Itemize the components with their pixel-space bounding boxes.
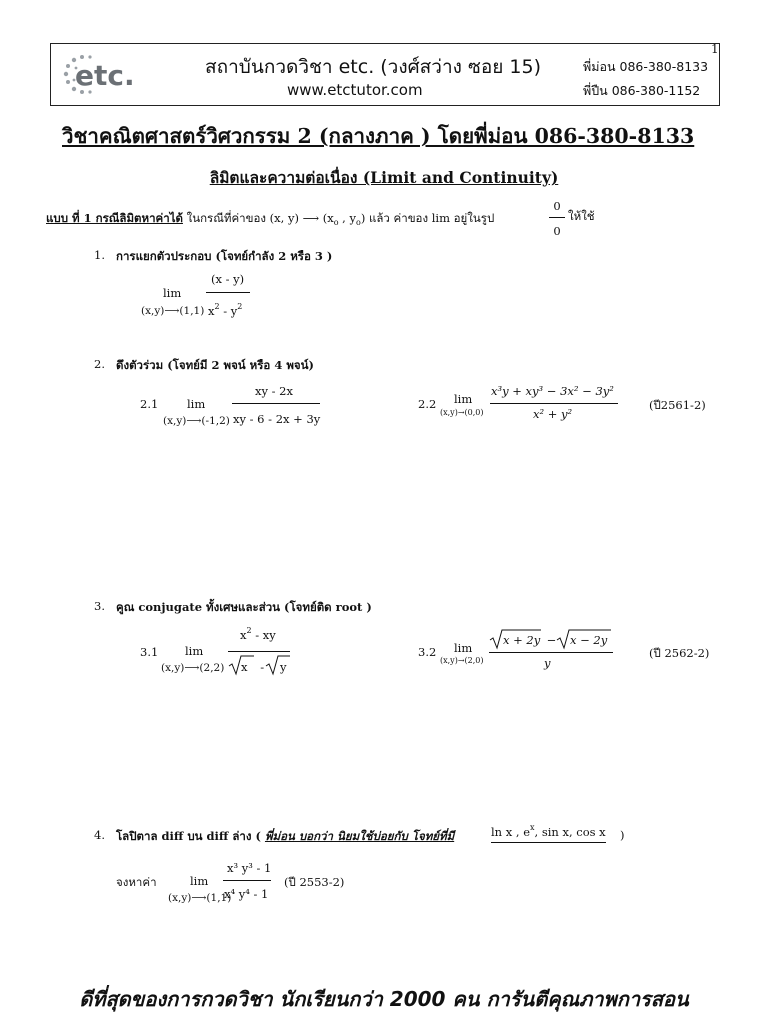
p1-lim: lim <box>163 286 182 300</box>
p31-bar <box>228 651 290 652</box>
p31-den-mid: - <box>253 660 272 674</box>
p31-num-b: - xy <box>251 628 276 642</box>
p31-num-exp: 2 <box>246 626 252 635</box>
page-subtitle: ลิมิตและความต่อเนื่อง (Limit and Continuity) <box>209 168 559 187</box>
p22-under: (x,y)→(0,0) <box>440 408 484 417</box>
p31-den-b: y <box>280 660 287 674</box>
p22-label: 2.2 <box>418 397 437 411</box>
section-4-funcs <box>491 825 606 843</box>
p21-num: xy - 2x <box>255 384 293 398</box>
p4-lim: lim <box>190 874 209 888</box>
p4-year: (ปี 2553-2) <box>284 875 345 889</box>
p21-under: (x,y)⟶(-1,2) <box>163 415 230 427</box>
p32-lim: lim <box>454 641 473 655</box>
section-3-heading: คูณ conjugate ทั้งเศษและส่วน (โจทย์ติด root ) <box>116 600 372 614</box>
intro-sub-o2: o <box>356 218 361 227</box>
intro-text-a: ในกรณีที่ค่าของ (x, y) ⟶ (x <box>186 211 334 225</box>
p31-den-a: x <box>241 660 248 674</box>
institute-name: สถาบันกวดวิชา etc. (วงศ์สว่าง ซอย 15) <box>205 56 542 78</box>
p32-under: (x,y)→(2,0) <box>440 656 484 665</box>
p1-den-exp: 2 <box>214 302 220 311</box>
intro-line <box>46 210 494 228</box>
p21-bar <box>232 403 320 404</box>
p32-bar <box>489 652 613 653</box>
p22-lim: lim <box>454 392 473 406</box>
website: www.etctutor.com <box>287 81 423 99</box>
intro-tail: ให้ใช้ <box>568 209 595 223</box>
section-2-heading: ดึงตัวร่วม (โจทย์มี 2 พจน์ หรือ 4 พจน์) <box>116 358 314 372</box>
p21-lim: lim <box>187 397 206 411</box>
etc-logo <box>60 52 150 98</box>
section-4-heading-text: โลปิตาล diff บน diff ล่าง ( <box>116 829 261 843</box>
p32-num-mid: − <box>543 633 560 647</box>
p4-prompt: จงหาค่า <box>116 875 157 889</box>
p4-den: x⁴ y⁴ - 1 <box>224 887 269 901</box>
p22-num: x³y + xy³ − 3x² − 3y² <box>491 384 614 398</box>
p32-year: (ปี 2562-2) <box>649 646 710 660</box>
p32-label: 3.2 <box>418 645 437 659</box>
funcs-a: ln x , e <box>491 825 530 839</box>
phone-1: พี่ม่อน 086-380-8133 <box>583 59 709 74</box>
p21-den: xy - 6 - 2x + 3y <box>233 412 321 426</box>
section-4-close: ) <box>620 828 625 842</box>
p1-num: (x - y) <box>211 272 245 286</box>
p1-den-exp2: 2 <box>237 302 243 311</box>
p22-bar <box>490 403 618 404</box>
funcs-tail: , sin x, cos x <box>534 825 606 839</box>
p4-under: (x,y)⟶(1,1) <box>168 892 232 904</box>
p4-bar <box>223 880 271 881</box>
section-1-heading: การแยกตัวประกอบ (โจทย์กำลัง 2 หรือ 3 ) <box>116 249 333 263</box>
intro-text-b: ) แล้ว ค่าของ lim อยู่ในรูป <box>360 211 495 225</box>
section-4-note: พี่ม่อน บอกว่า นิยมใช้บ่อยกับ โจทย์ที่มี <box>264 829 455 843</box>
p1-den-a: x <box>208 304 215 318</box>
intro-sub-o: o <box>333 218 339 227</box>
page-title: วิชาคณิตศาสตร์วิศวกรรม 2 (กลางภาค ) โดยพี่ม่อน 086-380-8133 <box>62 124 695 148</box>
p31-num-a: x <box>240 628 247 642</box>
p31-under: (x,y)⟶(2,2) <box>161 662 225 674</box>
section-1-number: 1. <box>94 248 105 262</box>
intro-frac-bar <box>549 217 565 218</box>
p4-num: x³ y³ - 1 <box>227 861 272 875</box>
funcs-exp: x <box>530 823 535 832</box>
intro-label: แบบ ที่ 1 กรณีลิมิตหาค่าได้ <box>46 211 183 225</box>
p32-num-b: x − 2y <box>570 633 608 647</box>
p22-year: (ปี2561-2) <box>649 398 706 412</box>
p1-under: (x,y)⟶(1,1) <box>141 305 205 317</box>
intro-frac-top: 0 <box>553 199 561 213</box>
p32-den: y <box>544 656 551 670</box>
p31-lim: lim <box>185 644 204 658</box>
p21-label: 2.1 <box>140 397 159 411</box>
p22-den: x² + y² <box>533 407 573 421</box>
p1-bar <box>206 292 250 293</box>
section-4-heading <box>116 828 454 846</box>
phone-2: พี่ปืน 086-380-1152 <box>583 83 701 98</box>
section-4-number: 4. <box>94 828 105 842</box>
intro-comma: , y <box>338 211 356 225</box>
page-number: 1 <box>711 42 719 56</box>
section-3-number: 3. <box>94 599 105 613</box>
intro-frac-bot: 0 <box>553 224 561 238</box>
section-2-number: 2. <box>94 357 105 371</box>
p1-den <box>208 304 242 318</box>
p31-label: 3.1 <box>140 645 159 659</box>
p32-num-a: x + 2y <box>503 633 541 647</box>
p1-den-b: - y <box>219 304 238 318</box>
svg-text:etc.: etc. <box>75 59 135 92</box>
p31-num <box>240 628 276 642</box>
footer-slogan: ดีที่สุดของการกวดวิชา นักเรียนกว่า 2000 คน การันตีคุณภาพการสอน <box>79 987 689 1011</box>
